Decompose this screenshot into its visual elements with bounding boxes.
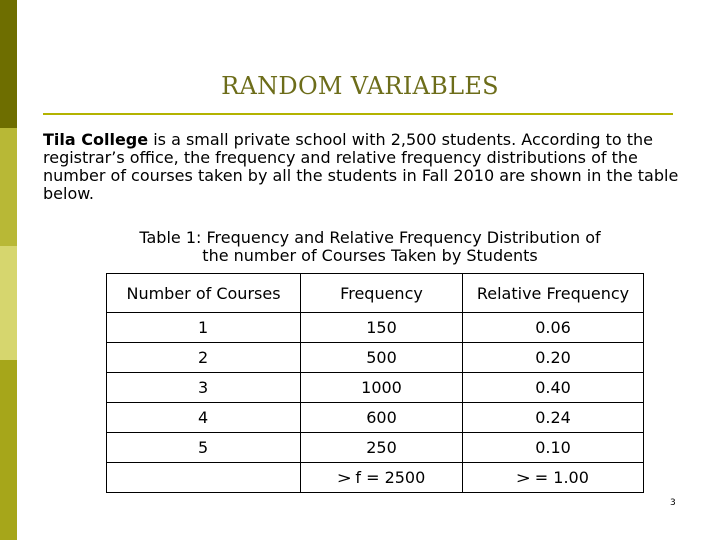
college-name: Tila College — [43, 130, 149, 149]
cell-relative-frequency: 0.20 — [463, 343, 644, 373]
cell-frequency: 250 — [301, 433, 463, 463]
table-row — [107, 433, 644, 463]
sidebar-segment — [0, 246, 17, 360]
caption-line-1: Table 1: Frequency and Relative Frequency Distribution of — [139, 228, 601, 247]
table-row — [107, 403, 644, 433]
header-relative-frequency: Relative Frequency — [463, 274, 644, 313]
sigma-symbol-icon: > — [336, 469, 352, 487]
header-frequency: Frequency — [301, 274, 463, 313]
table-caption — [110, 229, 630, 265]
cell-courses: 4 — [107, 403, 301, 433]
cell-courses: 5 — [107, 433, 301, 463]
sum-relative-text: = 1.00 — [534, 468, 589, 487]
cell-frequency: 150 — [301, 313, 463, 343]
cell-frequency: 600 — [301, 403, 463, 433]
frequency-table — [106, 273, 644, 493]
cell-frequency: 500 — [301, 343, 463, 373]
table-row — [107, 343, 644, 373]
sidebar-segment — [0, 360, 17, 540]
cell-relative-frequency: 0.10 — [463, 433, 644, 463]
slide-title: RANDOM VARIABLES — [221, 72, 499, 100]
table-header-row — [107, 274, 644, 313]
sidebar-segment — [0, 128, 17, 246]
page-number: 3 — [670, 498, 676, 508]
cell-frequency: 1000 — [301, 373, 463, 403]
cell-empty — [107, 463, 301, 493]
intro-text: is a small private school with 2,500 students. According to the registrar’s office, the frequency and relative frequency distributions of the number of courses taken by all the students in Fall 2010 are shown in the table below. — [43, 130, 679, 203]
title-divider — [43, 113, 673, 115]
intro-paragraph — [43, 131, 683, 203]
header-number-of-courses: Number of Courses — [107, 274, 301, 313]
cell-courses: 2 — [107, 343, 301, 373]
cell-relative-frequency: 0.24 — [463, 403, 644, 433]
cell-courses: 1 — [107, 313, 301, 343]
caption-line-2: the number of Courses Taken by Students — [202, 246, 538, 265]
cell-courses: 3 — [107, 373, 301, 403]
cell-relative-frequency: 0.40 — [463, 373, 644, 403]
table-sum-row — [107, 463, 644, 493]
table-row — [107, 373, 644, 403]
sigma-symbol-icon: > — [515, 469, 531, 487]
cell-sum-frequency — [301, 463, 463, 493]
cell-relative-frequency: 0.06 — [463, 313, 644, 343]
sum-frequency-text: f = 2500 — [355, 468, 426, 487]
cell-sum-relative — [463, 463, 644, 493]
table-row — [107, 313, 644, 343]
sidebar-segment — [0, 0, 17, 128]
